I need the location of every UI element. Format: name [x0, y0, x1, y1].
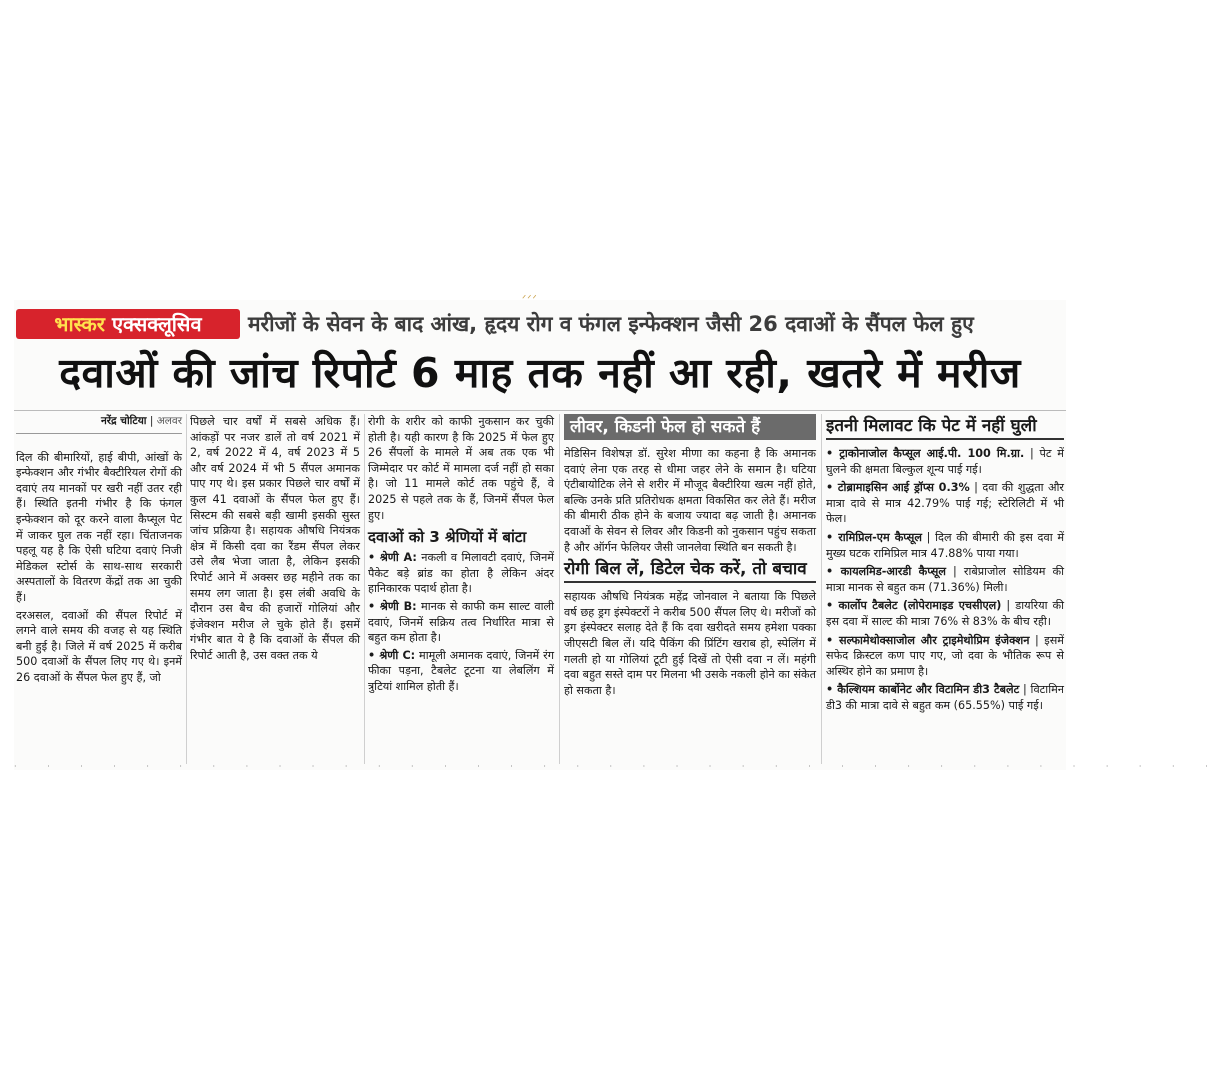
- newspaper-clipping: [14, 300, 1222, 771]
- column-divider: [364, 414, 365, 764]
- medicine-name: • कार्लोप टैबलेट (लोपेरामाइड एचसीएल): [826, 599, 1002, 613]
- medicine-list: [826, 446, 1064, 714]
- badge-label: एक्सक्लूसिव: [111, 312, 202, 336]
- col3-para-1: रोगी के शरीर को काफी नुकसान कर चुकी होती है। यही कारण है कि 2025 में फेल हुए 26 सैंपलों के मामले में अब तक एक भी जिम्मेदार पर कोर्ट में मामला दर्ज नहीं हो सका है। जो 11 मामले कोर्ट तक पहुंचे हैं, वे 2025 से पहले तक के हैं, जिनमें सैंपल फेल हुए।: [368, 415, 554, 522]
- category-text: मानक से काफी कम साल्ट वाली दवाएं, जिनमें सक्रिय तत्व निर्धारित मात्रा से बहुत कम होता है।: [368, 599, 554, 645]
- main-headline: दवाओं की जांच रिपोर्ट 6 माह तक नहीं आ रही, खतरे में मरीज: [59, 349, 1021, 397]
- medicine-name: • कायलमिड-आरडी कैप्सूल: [826, 565, 946, 579]
- list-item: [826, 682, 1064, 713]
- category-list: [368, 550, 554, 694]
- medicine-name: • टोब्रामाइसिन आई ड्रॉप्स 0.3%: [826, 481, 970, 495]
- list-item: [826, 530, 1064, 561]
- column-divider: [821, 414, 822, 764]
- col1-para-1: दिल की बीमारियों, हाई बीपी, आंखों के इन्फेक्शन और गंभीर बैक्टीरियल रोगों की दवाएं तय मानकों पर खरी नहीं उतर रही हैं। स्थिति इतनी गंभीर है कि फंगल इन्फेक्शन को दूर करने वाला कैप्सूल पेट में जाकर घुल तक नहीं रहा। चिंताजनक पहलू यह है कि ऐसी घटिया दवाएं निजी मेडिकल स्टोर्स के साथ-साथ सरकारी अस्पतालों के वितरण केंद्रों तक आ चुकी हैं।: [16, 450, 182, 604]
- list-item: [826, 446, 1064, 477]
- col1-para-2: दरअसल, दवाओं की सैंपल रिपोर्ट में लगने वाले समय की वजह से यह स्थिति बनी हुई है। जिले में वर्ष 2025 में करीब 500 दवाओं के सैंपल लिए गए थे। इनमें 26 दवाओं के सैंपल फेल हुए हैं, जो: [16, 608, 182, 684]
- byline: नरेंद्र चोटिया | अलवर: [16, 414, 182, 434]
- medicine-name: • सल्फामेथोक्साजोल और ट्राइमेथोप्रिम इंजेक्शन: [826, 633, 1030, 647]
- list-item: [826, 480, 1064, 527]
- column-4: [564, 414, 816, 766]
- list-item: [368, 599, 554, 646]
- byline-name: नरेंद्र चोटिया: [100, 415, 147, 427]
- sidebar-head-liver: लीवर, किडनी फेल हो सकते हैं: [564, 414, 816, 440]
- col4-para-1: मेडिसिन विशेषज्ञ डॉ. सुरेश मीणा का कहना है कि अमानक दवाएं लेना एक तरह से धीमा जहर लेने के समान है। घटिया एंटीबायोटिक लेने से शरीर में मौजूद बैक्टीरिया खत्म नहीं होते, बल्कि उनके प्रति प्रतिरोधक क्षमता विकसित कर लेते हैं। मरीज की बीमारी ठीक होने के बजाय ज्यादा बढ़ जाती है। अमानक दवाओं के सेवन से लिवर और किडनी को नुकसान पहुंच सकता है और ऑर्गन फेलियर जैसी जानलेवा स्थिति बन सकती है।: [564, 447, 816, 554]
- column-3: [368, 414, 554, 766]
- category-label: • श्रेणी A:: [368, 551, 417, 565]
- categories-subhead: दवाओं को 3 श्रेणियों में बांटा: [368, 528, 527, 547]
- category-text: नकली व मिलावटी दवाएं, जिनमें पैकेट बड़े ब्रांड का होता है लेकिन अंदर हानिकारक पदार्थ होता है।: [368, 551, 554, 596]
- byline-city: अलवर: [156, 415, 182, 427]
- list-item: [826, 564, 1064, 595]
- category-label: • श्रेणी B:: [368, 599, 417, 613]
- category-text: मामूली अमानक दवाएं, जिनमें रंग फीका पड़ना, टैबलेट टूटना या लेबलिंग में त्रुटियां शामिल होती हैं।: [368, 648, 554, 693]
- headline-rule: [14, 410, 1066, 411]
- medicine-detail: | पेट में घुलने की क्षमता बिल्कुल शून्य पाई गई।: [826, 447, 1064, 476]
- sidebar-head-adulteration: इतनी मिलावट कि पेट में नहीं घुली: [826, 414, 1064, 440]
- medicine-detail: | डायरिया की इस दवा में साल्ट की मात्रा 76% से 83% के बीच रही।: [826, 599, 1064, 628]
- medicine-detail: | इसमें सफेद क्रिस्टल कण पाए गए, जो दवा के भौतिक रूप से अस्थिर होने का प्रमाण है।: [826, 633, 1065, 678]
- exclusive-badge: [16, 309, 240, 339]
- medicine-detail: | दवा की शुद्धता और मात्रा दावे से मात्र 42.79% पाई गई; स्टेरिलिटी में भी फेल।: [826, 481, 1065, 526]
- medicine-detail: | राबेप्राजोल सोडियम की मात्रा मानक से बहुत कम (71.36%) मिली।: [826, 565, 1064, 594]
- medicine-detail: | विटामिन डी3 की मात्रा दावे से बहुत कम (65.55%) पाई गई।: [826, 683, 1064, 712]
- column-divider: [559, 414, 560, 764]
- medicine-name: • रामिप्रिल-एम कैप्सूल: [826, 530, 922, 544]
- medicine-detail: | दिल की बीमारी की इस दवा में मुख्य घटक रामिप्रिल मात्र 47.88% पाया गया।: [826, 530, 1065, 560]
- col2-para-1: पिछले चार वर्षों में सबसे अधिक हैं। आंकड़ों पर नजर डालें तो वर्ष 2021 में 2, वर्ष 2022 में 4, वर्ष 2023 में 5 और वर्ष 2024 में भी 5 सैंपल अमानक पाए गए थे। इस प्रकार पिछले चार वर्षों में कुल 41 दवाओं के सैंपल फेल हुए हैं। सिस्टम की सबसे बड़ी खामी इसकी सुस्त जांच प्रक्रिया है। सहायक औषधि नियंत्रक क्षेत्र में किसी दवा का रैंडम सैंपल लेकर उसे लैब भेजा जाता है, लेकिन इसकी रिपोर्ट आने में अक्सर छह महीने तक का समय लग जाता है। इस लंबी अवधि के दौरान उस बैच की हजारों गोलियां और इंजेक्शन मरीज ले चुके होते हैं। इसमें गंभीर बात ये है कि दवाओं के सैंपल की रिपोर्ट आती है, उस वक्त तक ये: [190, 415, 360, 662]
- kicker-row: [14, 306, 1066, 342]
- sidebar-head-bill: रोगी बिल लें, डिटेल चेक करें, तो बचाव: [564, 557, 816, 583]
- list-item: [826, 633, 1064, 680]
- list-item: [826, 598, 1064, 629]
- kicker-text: मरीजों के सेवन के बाद आंख, हृदय रोग व फंगल इन्फेक्शन जैसी 26 दवाओं के सैंपल फेल हुए: [248, 312, 974, 336]
- column-1: [16, 414, 182, 766]
- cut-edge: · · · · · · · · · · · · · · · · · · · · · · · · · · · · · · · · · · · · ·: [14, 762, 1222, 771]
- column-divider: [186, 414, 187, 764]
- sparkle-decoration: ᐟᐟᐟ: [522, 294, 538, 305]
- category-label: • श्रेणी C:: [368, 648, 416, 662]
- column-5: [826, 414, 1064, 766]
- medicine-name: • ट्राकोनाजोल कैप्सूल आई.पी. 100 मि.ग्रा.: [826, 447, 1025, 460]
- list-item: [368, 648, 554, 695]
- list-item: [368, 550, 554, 597]
- col4-para-2: सहायक औषधि नियंत्रक महेंद्र जोनवाल ने बताया कि पिछले वर्ष छह ड्रग इंस्पेक्टरों ने करीब 500 सैंपल लिए थे। मरीजों को ड्रग इंस्पेक्टर सलाह देते हैं कि दवा खरीदते समय हमेशा पक्का जीएसटी बिल लें। यदि पैकिंग की प्रिंटिंग खराब हो, स्पेलिंग में गलती हो या गोलियां टूटी हुई दिखें तो ऐसी दवा न लें। महंगी दवा बहुत सस्ते दाम पर मिलना भी उसके नकली होने का संकेत हो सकता है।: [564, 590, 816, 697]
- badge-brand: भास्कर: [54, 312, 105, 336]
- column-2: [190, 414, 360, 766]
- medicine-name: • कैल्शियम कार्बोनेट और विटामिन डी3 टैबलेट: [826, 683, 1020, 697]
